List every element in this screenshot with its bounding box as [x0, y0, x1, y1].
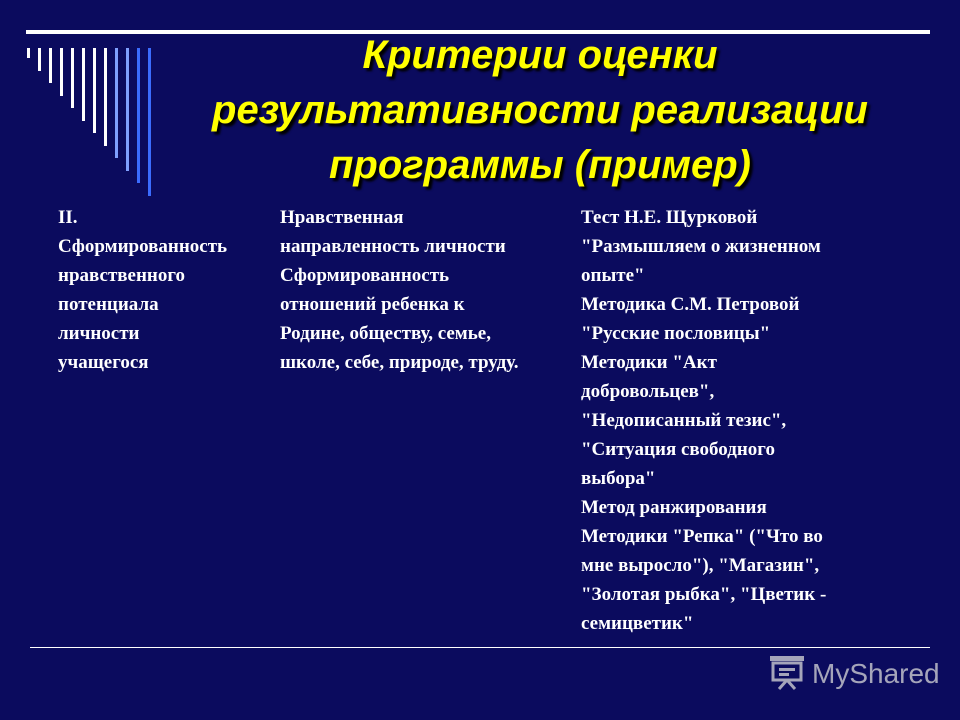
method-line: Методики "Акт [581, 352, 717, 373]
indicator-line: направленность личности [280, 236, 506, 257]
indicator-line: школе, себе, природе, труду. [280, 352, 519, 373]
decorative-stripe [82, 48, 85, 121]
indicator-column [280, 203, 580, 377]
method-line: Тест Н.Е. Щурковой [581, 207, 758, 228]
criterion-line: потенциала [58, 294, 159, 315]
decorative-stripe [38, 48, 41, 71]
decorative-stripe [27, 48, 30, 58]
method-line: Методики "Репка" ("Что во [581, 526, 823, 547]
criterion-column [58, 203, 273, 377]
decorative-stripe [148, 48, 151, 196]
method-line: выбора" [581, 468, 656, 489]
criterion-line: личности [58, 323, 140, 344]
method-line: добровольцев", [581, 381, 715, 402]
method-line: "Размышляем о жизненном [581, 236, 821, 257]
decorative-stripe [93, 48, 96, 133]
method-line: Методика С.М. Петровой [581, 294, 800, 315]
title-line: программы (пример) [329, 143, 751, 187]
criterion-line: Сформированность [58, 236, 228, 257]
indicator-line: Сформированность [280, 265, 450, 286]
method-line: "Золотая рыбка", "Цветик - [581, 584, 827, 605]
watermark [768, 654, 940, 694]
method-line: Метод ранжирования [581, 497, 767, 518]
method-line: мне выросло"), "Магазин", [581, 555, 820, 576]
criterion-line: учащегося [58, 352, 149, 373]
slide-title [160, 28, 920, 193]
indicator-line: Нравственная [280, 207, 404, 228]
method-line: опыте" [581, 265, 645, 286]
method-line: семицветик" [581, 613, 694, 634]
method-line: "Ситуация свободного [581, 439, 775, 460]
bottom-divider-line [30, 647, 930, 648]
decorative-stripe [126, 48, 129, 171]
title-line: Критерии оценки [362, 33, 718, 77]
decorative-stripe [137, 48, 140, 183]
watermark-text: MyShared [812, 658, 940, 689]
decorative-stripe [60, 48, 63, 96]
indicator-line: отношений ребенка к [280, 294, 465, 315]
indicator-line: Родине, обществу, семье, [280, 323, 491, 344]
criterion-line: нравственного [58, 265, 186, 286]
title-line: результативности реализации [212, 88, 868, 132]
methods-column [581, 203, 911, 638]
decorative-stripe [49, 48, 52, 83]
criterion-line: II. [58, 207, 78, 228]
method-line: "Русские пословицы" [581, 323, 771, 344]
decorative-stripe [115, 48, 118, 158]
decorative-stripe [71, 48, 74, 108]
decorative-stripe [104, 48, 107, 146]
method-line: "Недописанный тезис", [581, 410, 787, 431]
presentation-board-icon [768, 654, 806, 695]
